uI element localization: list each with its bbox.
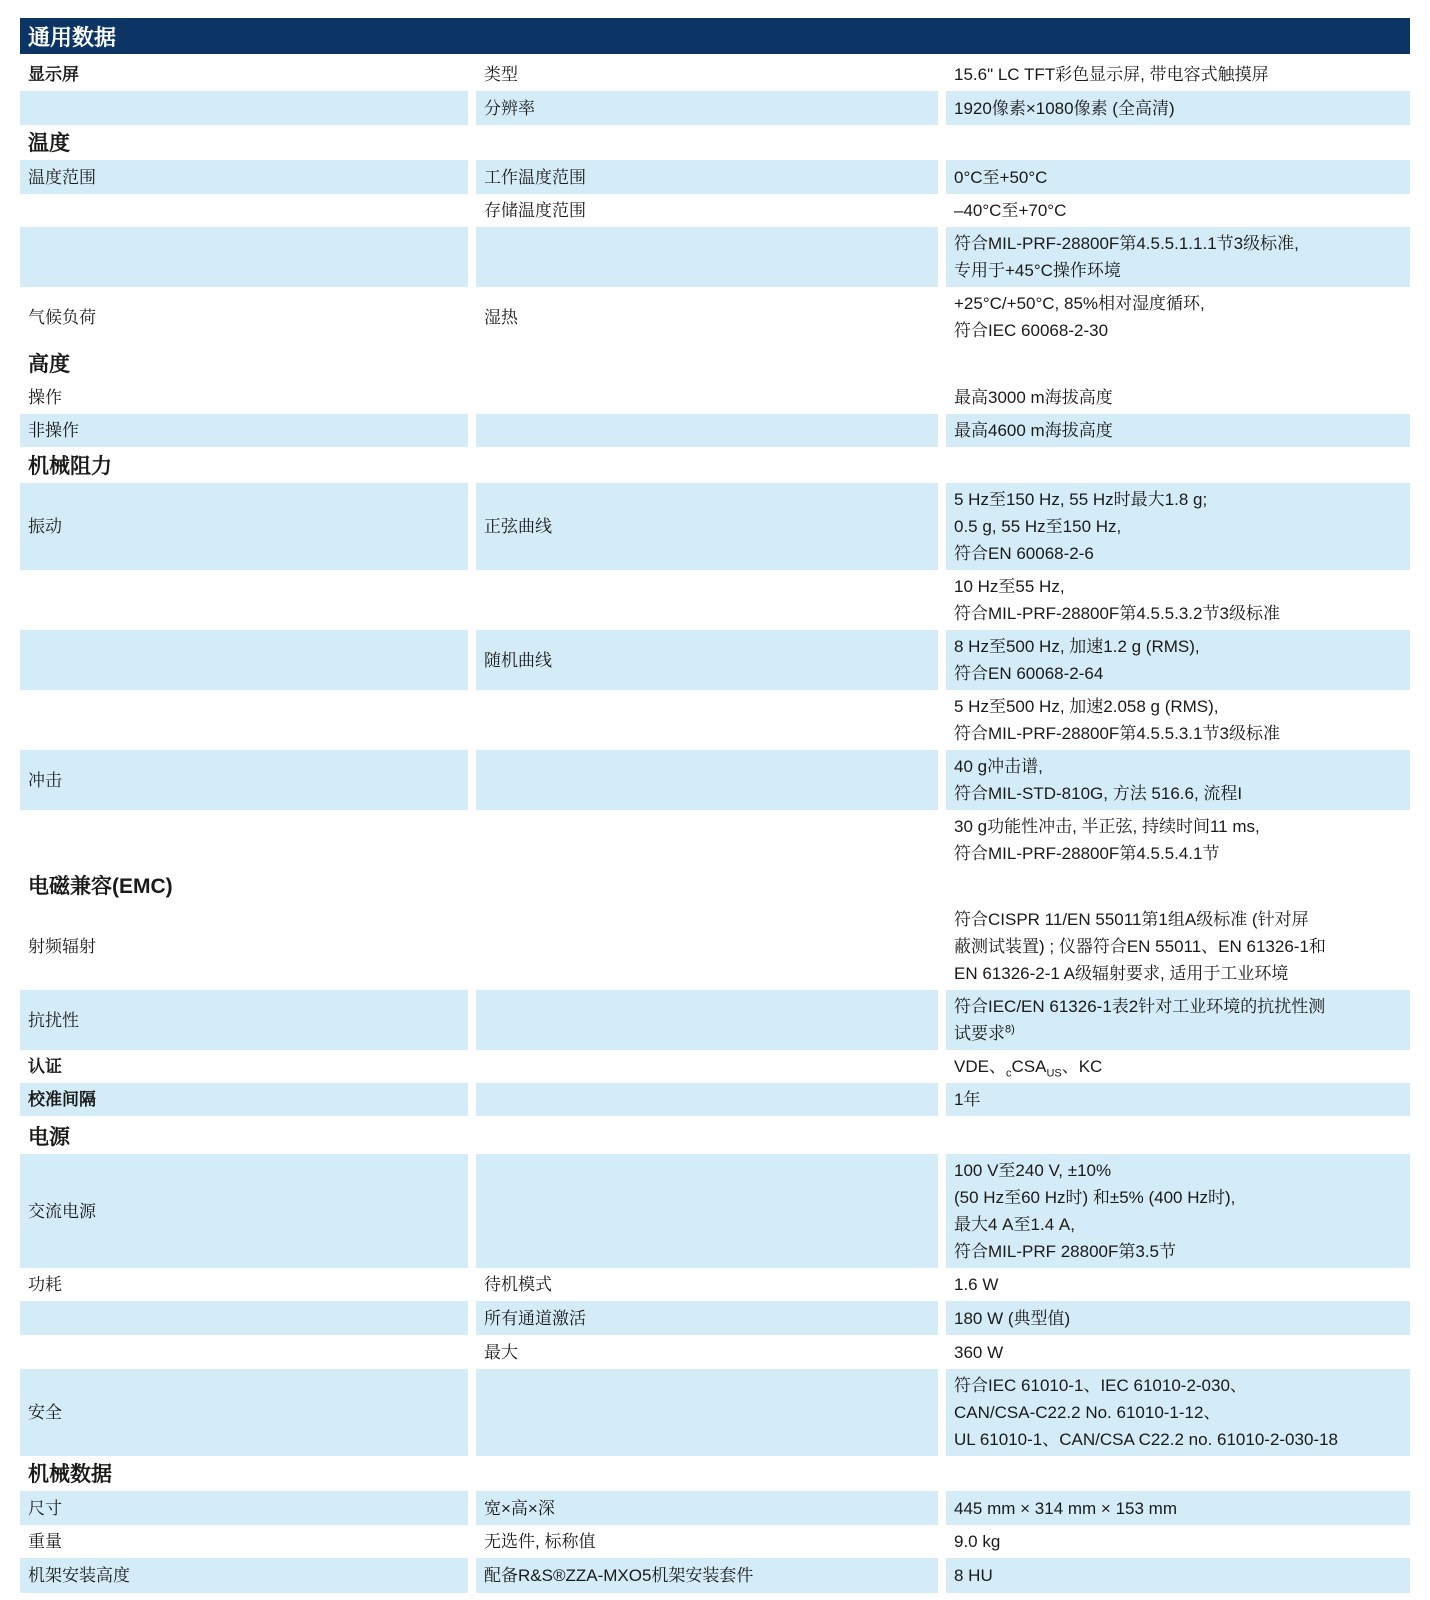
spec-value-line: –40°C至+70°C [954, 201, 1067, 220]
spec-condition-cell [476, 1335, 938, 1369]
spec-name-label: 功耗 [28, 1275, 62, 1294]
spec-value-cell [946, 227, 1410, 287]
spec-value-line: 180 W (典型值) [954, 1308, 1071, 1328]
spec-name-cell [20, 1558, 468, 1593]
spec-value-cell [946, 1268, 1410, 1301]
spec-name-label: 温度范围 [28, 167, 96, 187]
spec-condition-cell [476, 570, 938, 630]
text-segment: 、KC [1061, 1057, 1103, 1076]
spec-condition-cell [476, 1083, 938, 1116]
spec-condition-label: 湿热 [484, 307, 518, 327]
spec-condition-label: 宽×高×深 [484, 1498, 555, 1518]
section-header-bar [20, 18, 1410, 54]
table-row [20, 287, 1410, 347]
spec-value-cell [946, 990, 1410, 1050]
spec-name-label: 非操作 [28, 421, 79, 440]
spec-name-label: 安全 [28, 1403, 62, 1422]
spec-value-line: 符合IEC/EN 61326-1表2针对工业环境的抗扰性测 [954, 997, 1326, 1016]
spec-value-line: 符合MIL-PRF-28800F第4.5.5.3.2节3级标准 [954, 604, 1280, 623]
table-row [20, 1558, 1410, 1593]
section-title: 电磁兼容(EMC) [20, 870, 1410, 903]
spec-name-cell [20, 287, 468, 347]
spec-name-label: 机架安装高度 [28, 1566, 130, 1585]
section-title: 温度 [20, 125, 1410, 160]
spec-name-cell [20, 91, 468, 125]
spec-value-line: 1.6 W [954, 1275, 999, 1294]
table-row [20, 194, 1410, 227]
spec-value-line: 符合MIL-PRF-28800F第4.5.5.1.1.1节3级标准, [954, 234, 1299, 253]
spec-value-cell [946, 414, 1410, 447]
spec-value-cell [946, 287, 1410, 347]
spec-condition-cell [476, 1525, 938, 1558]
spec-condition-cell [476, 750, 938, 810]
spec-condition-label: 工作温度范围 [484, 167, 586, 187]
spec-name-cell [20, 1491, 468, 1525]
spec-name-cell [20, 1369, 468, 1456]
table-row [20, 381, 1410, 414]
spec-condition-label: 存储温度范围 [484, 201, 586, 220]
spec-value-cell [946, 1525, 1410, 1558]
spec-condition-label: 随机曲线 [484, 650, 552, 670]
table-row [20, 1525, 1410, 1558]
spec-value-line [954, 1020, 1402, 1047]
spec-condition-cell [476, 630, 938, 690]
spec-value-line: 8 HU [954, 1566, 993, 1585]
table-row [20, 1268, 1410, 1301]
spec-condition-cell [476, 57, 938, 91]
spec-condition-cell [476, 1301, 938, 1335]
table-row [20, 1491, 1410, 1525]
spec-name-cell [20, 160, 468, 194]
spec-name-label: 显示屏 [28, 64, 79, 84]
spec-value-line: +25°C/+50°C, 85%相对湿度循环, [954, 294, 1205, 313]
table-row [20, 570, 1410, 630]
spec-value-cell [946, 1491, 1410, 1525]
spec-value-line: UL 61010-1、CAN/CSA C22.2 no. 61010-2-030-18 [954, 1430, 1338, 1449]
spec-name-cell [20, 1335, 468, 1369]
spec-condition-cell [476, 483, 938, 570]
spec-value-cell [946, 160, 1410, 194]
spec-condition-label: 分辨率 [484, 98, 535, 118]
text-segment: CSA [1011, 1057, 1047, 1076]
table-row [20, 414, 1410, 447]
spec-name-cell [20, 1301, 468, 1335]
spec-value-line: 专用于+45°C操作环境 [954, 261, 1121, 280]
spec-condition-cell [476, 690, 938, 750]
spec-name-label: 振动 [28, 517, 62, 536]
spec-value-line: 10 Hz至55 Hz, [954, 577, 1065, 596]
table-row [20, 227, 1410, 287]
spec-value-line: 最大4 A至1.4 A, [954, 1215, 1075, 1234]
spec-condition-cell [476, 381, 938, 414]
spec-value-cell [946, 630, 1410, 690]
spec-condition-label: 最大 [484, 1342, 518, 1362]
spec-value-cell [946, 903, 1410, 990]
spec-name-cell [20, 483, 468, 570]
text-segment: c [1005, 1067, 1012, 1080]
spec-value-cell [946, 91, 1410, 125]
text-segment: US [1046, 1067, 1062, 1080]
spec-value-line: 符合MIL-PRF-28800F第4.5.5.4.1节 [954, 844, 1220, 863]
spec-value-cell [946, 1083, 1410, 1116]
spec-value-line: 1920像素×1080像素 (全高清) [954, 98, 1175, 118]
section-title: 电源 [20, 1116, 1410, 1154]
spec-value-cell [946, 1335, 1410, 1369]
spec-name-cell [20, 1050, 468, 1083]
spec-condition-cell [476, 287, 938, 347]
spec-value-line: 445 mm × 314 mm × 153 mm [954, 1498, 1177, 1518]
spec-value-line: 符合MIL-STD-810G, 方法 516.6, 流程I [954, 784, 1243, 803]
section-title: 机械数据 [20, 1456, 1410, 1491]
spec-value-cell [946, 1369, 1410, 1456]
table-row [20, 630, 1410, 690]
spec-value-cell [946, 570, 1410, 630]
spec-name-cell [20, 903, 468, 990]
spec-name-cell [20, 227, 468, 287]
spec-value-cell [946, 57, 1410, 91]
spec-name-label: 认证 [28, 1057, 62, 1076]
spec-value-line: 8 Hz至500 Hz, 加速1.2 g (RMS), [954, 637, 1200, 656]
section-title: 高度 [20, 347, 1410, 381]
spec-value-line: 符合IEC 60068-2-30 [954, 321, 1109, 340]
spec-value-line: 符合EN 60068-2-6 [954, 544, 1094, 563]
spec-condition-label: 所有通道激活 [484, 1308, 586, 1328]
spec-value-line: CAN/CSA-C22.2 No. 61010-1-12、 [954, 1403, 1221, 1422]
spec-value-cell [946, 1558, 1410, 1593]
spec-value-cell [946, 810, 1410, 870]
spec-name-cell [20, 57, 468, 91]
spec-condition-cell [476, 903, 938, 990]
table-row [20, 750, 1410, 810]
spec-table [0, 57, 1430, 1593]
spec-value-cell [946, 690, 1410, 750]
spec-value-line: 0.5 g, 55 Hz至150 Hz, [954, 517, 1122, 536]
spec-value-line: 符合MIL-PRF 28800F第3.5节 [954, 1242, 1177, 1261]
table-row [20, 990, 1410, 1050]
table-row [20, 1335, 1410, 1369]
spec-value-line: 最高3000 m海拔高度 [954, 388, 1113, 407]
spec-name-cell [20, 414, 468, 447]
spec-value-cell [946, 1154, 1410, 1268]
spec-name-cell [20, 750, 468, 810]
spec-condition-cell [476, 91, 938, 125]
text-segment: VDE、 [954, 1057, 1006, 1076]
spec-name-label: 尺寸 [28, 1498, 62, 1518]
spec-condition-label: 无选件, 标称值 [484, 1532, 596, 1551]
table-row [20, 1050, 1410, 1083]
spec-value-line: 1年 [954, 1090, 981, 1109]
spec-condition-cell [476, 1369, 938, 1456]
spec-name-cell [20, 630, 468, 690]
spec-condition-cell [476, 1268, 938, 1301]
spec-value-line: 0°C至+50°C [954, 167, 1048, 187]
spec-value-line: 15.6" LC TFT彩色显示屏, 带电容式触摸屏 [954, 64, 1269, 84]
spec-condition-label: 配备R&S®ZZA-MXO5机架安装套件 [484, 1566, 754, 1585]
spec-value-line: 360 W [954, 1342, 1004, 1362]
spec-value-cell [946, 750, 1410, 810]
spec-condition-cell [476, 1154, 938, 1268]
spec-value-cell [946, 194, 1410, 227]
table-row [20, 91, 1410, 125]
spec-value-line: 5 Hz至500 Hz, 加速2.058 g (RMS), [954, 697, 1219, 716]
spec-name-label: 冲击 [28, 770, 62, 790]
spec-condition-cell [476, 990, 938, 1050]
spec-condition-label: 类型 [484, 64, 518, 84]
table-row [20, 1083, 1410, 1116]
spec-value-line: 蔽测试装置) ; 仪器符合EN 55011、EN 61326-1和 [954, 937, 1326, 956]
spec-value-line: 40 g冲击谱, [954, 757, 1043, 776]
text-segment: 试要求 [954, 1024, 1005, 1043]
spec-value-line: 符合IEC 61010-1、IEC 61010-2-030、 [954, 1376, 1247, 1395]
table-row [20, 1154, 1410, 1268]
spec-value-cell [946, 483, 1410, 570]
spec-condition-cell [476, 194, 938, 227]
spec-name-label: 交流电源 [28, 1201, 96, 1221]
table-row [20, 160, 1410, 194]
spec-condition-label: 待机模式 [484, 1275, 552, 1294]
table-row [20, 690, 1410, 750]
spec-value-line: (50 Hz至60 Hz时) 和±5% (400 Hz时), [954, 1188, 1236, 1207]
spec-name-cell [20, 1154, 468, 1268]
spec-value-line: 符合CISPR 11/EN 55011第1组A级标准 (针对屏 [954, 910, 1309, 929]
section-header-title: 通用数据 [28, 24, 117, 50]
spec-condition-cell [476, 227, 938, 287]
spec-value-line: 9.0 kg [954, 1532, 1001, 1551]
section-title: 机械阻力 [20, 447, 1410, 483]
table-row [20, 483, 1410, 570]
table-row [20, 903, 1410, 990]
spec-name-cell [20, 381, 468, 414]
table-row [20, 57, 1410, 91]
table-row [20, 1301, 1410, 1335]
spec-value-line: 5 Hz至150 Hz, 55 Hz时最大1.8 g; [954, 490, 1208, 509]
spec-value-cell [946, 1301, 1410, 1335]
spec-value-cell [946, 1050, 1410, 1083]
spec-value-line: 最高4600 m海拔高度 [954, 421, 1113, 440]
spec-value-line: 符合MIL-PRF-28800F第4.5.5.3.1节3级标准 [954, 724, 1280, 743]
spec-name-cell [20, 690, 468, 750]
spec-condition-cell [476, 810, 938, 870]
spec-value-line [954, 1053, 1402, 1080]
spec-name-label: 操作 [28, 388, 62, 407]
spec-value-line: 符合EN 60068-2-64 [954, 664, 1104, 683]
spec-name-cell [20, 194, 468, 227]
spec-value-cell [946, 381, 1410, 414]
spec-name-label: 抗扰性 [28, 1010, 79, 1030]
spec-condition-cell [476, 1491, 938, 1525]
table-row [20, 1369, 1410, 1456]
spec-name-cell [20, 810, 468, 870]
spec-name-label: 射频辐射 [28, 937, 96, 956]
spec-condition-label: 正弦曲线 [484, 517, 552, 536]
spec-condition-cell [476, 1050, 938, 1083]
spec-name-cell [20, 570, 468, 630]
spec-value-line: 30 g功能性冲击, 半正弦, 持续时间11 ms, [954, 817, 1260, 836]
spec-value-line: EN 61326-2-1 A级辐射要求, 适用于工业环境 [954, 964, 1289, 983]
spec-name-cell [20, 990, 468, 1050]
spec-value-line: 100 V至240 V, ±10% [954, 1161, 1112, 1180]
spec-name-cell [20, 1525, 468, 1558]
spec-name-cell [20, 1268, 468, 1301]
spec-condition-cell [476, 414, 938, 447]
spec-name-cell [20, 1083, 468, 1116]
spec-name-label: 气候负荷 [28, 307, 96, 327]
spec-condition-cell [476, 1558, 938, 1593]
text-segment: 8) [1005, 1023, 1015, 1036]
spec-name-label: 重量 [28, 1532, 62, 1551]
spec-condition-cell [476, 160, 938, 194]
spec-name-label: 校准间隔 [28, 1090, 96, 1109]
table-row [20, 810, 1410, 870]
